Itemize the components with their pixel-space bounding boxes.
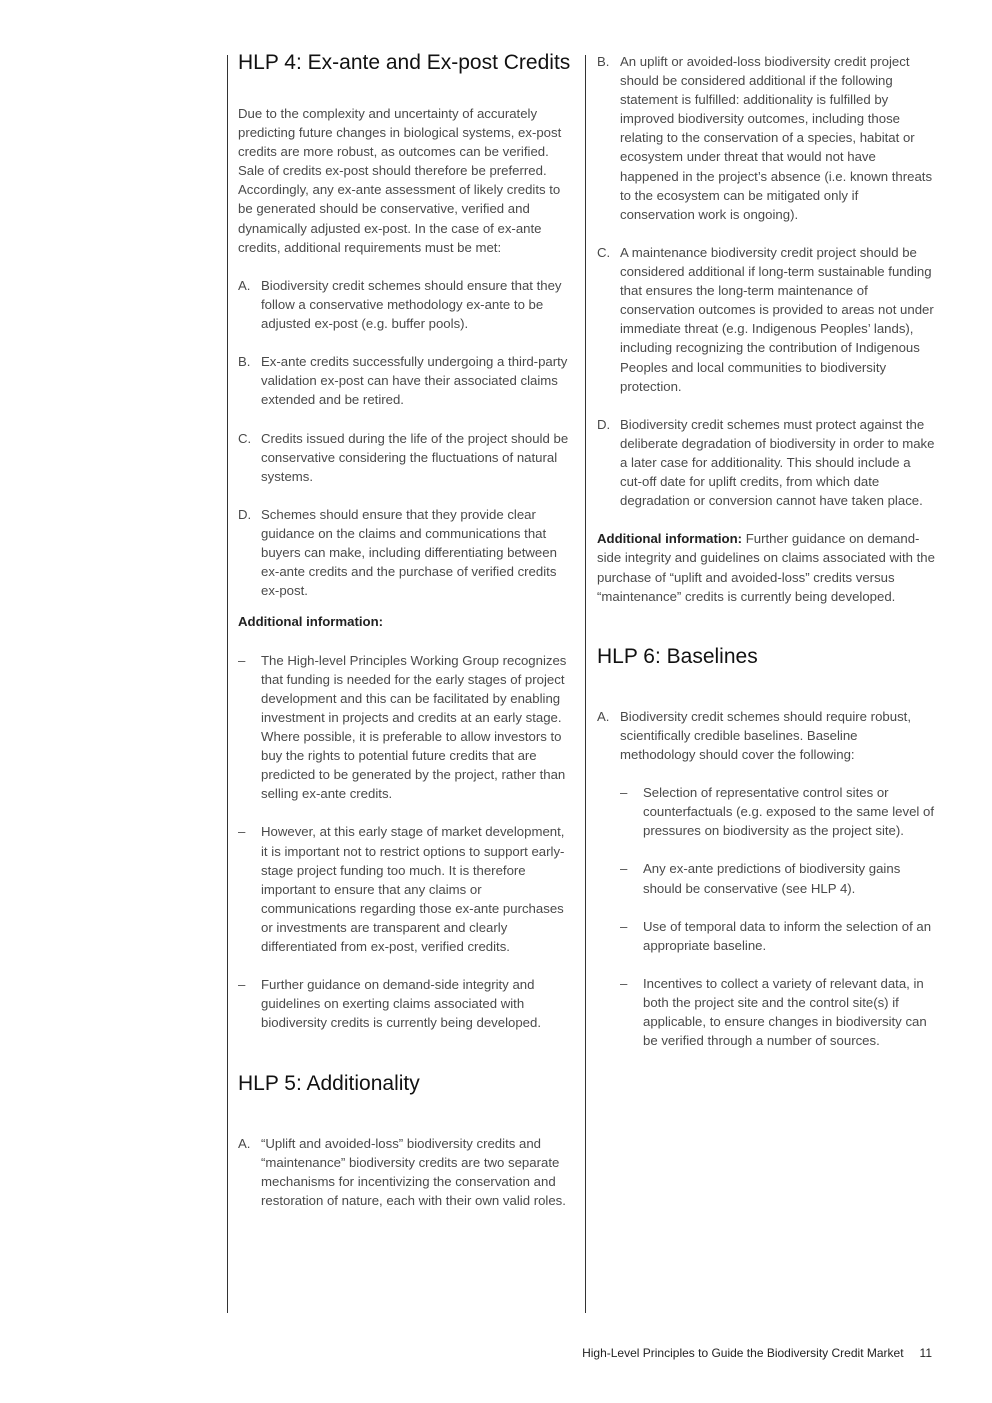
list-item — [238, 505, 572, 600]
list-text: Ex-ante credits successfully undergoing a third-party validation ex-post can have their associated claims extended and be retired. — [261, 354, 568, 408]
list-marker: – — [620, 918, 628, 934]
list-item — [238, 429, 572, 486]
list-marker: B. — [597, 54, 610, 69]
list-text: Credits issued during the life of the project should be conservative considering the fluctuations of natural systems. — [261, 430, 569, 484]
list-item — [620, 859, 935, 897]
list-item — [238, 651, 572, 804]
list-text: Biodiversity credit schemes must protect against the deliberate degradation of biodiversity in order to make a later case for additionality. This should include a cut-off date for uplift credits, from which date degradation or conversion cannot have taken place. — [620, 416, 935, 509]
right-column — [597, 52, 935, 1070]
list-item — [597, 707, 935, 764]
additional-info-list — [238, 651, 572, 1033]
list-marker: – — [620, 861, 628, 877]
list-marker: C. — [238, 430, 252, 446]
baseline-sublist — [620, 783, 935, 1050]
list-item — [238, 975, 572, 1032]
page-footer — [582, 1346, 932, 1360]
list-item — [238, 1134, 572, 1210]
list-marker: – — [238, 652, 246, 668]
hlp5-heading: HLP 5: Additionality — [238, 1071, 420, 1095]
list-text: An uplift or avoided-loss biodiversity credit project should be considered additional if the following statement is fulfilled: additionality is fulfilled by improved biodiversity outcomes, including those relating to the conservation of a species, habitat or ecosystem under threat that would not have happened in the project’s absence (i.e. known threats to the ecosystem can be mitigated only if conservation work is ongoing). — [620, 54, 933, 222]
list-text: Further guidance on demand-side integrity and guidelines on exerting claims associated with biodiversity credits is currently being developed. — [261, 977, 542, 1031]
list-item — [238, 822, 572, 956]
list-text: Biodiversity credit schemes should require robust, scientifically credible baselines. Baseline methodology should cover the following: — [620, 708, 911, 762]
list-marker: – — [620, 976, 628, 992]
list-text: “Uplift and avoided-loss” biodiversity credits and “maintenance” biodiversity credits are two separate mechanisms for incentivizing the conservation and restoration of nature, each with their own valid roles. — [261, 1135, 566, 1208]
list-marker: A. — [238, 1135, 251, 1151]
list-item — [597, 243, 935, 396]
list-text: Biodiversity credit schemes should ensure that they follow a conservative methodology ex-ante to be adjusted ex-post (e.g. buffer pools). — [261, 277, 562, 332]
center-column-rule — [585, 55, 586, 1313]
hlp4-heading: HLP 4: Ex-ante and Ex-post Credits — [238, 51, 571, 74]
list-item — [597, 52, 935, 224]
list-text: Incentives to collect a variety of relevant data, in both the project site and the control site(s) if applicable, to ensure changes in biodiversity can be verified through a number of sources. — [643, 976, 927, 1049]
list-marker: – — [620, 785, 628, 801]
list-marker: – — [238, 824, 246, 840]
list-item — [597, 415, 935, 510]
additional-info-label — [238, 612, 572, 631]
list-text: Schemes should ensure that they provide clear guidance on the claims and communications that buyers can make, including differentiating between ex-ante credits and the purchase of verified credits ex-post. — [261, 506, 557, 599]
left-column-rule — [227, 55, 228, 1313]
list-text: Selection of representative control sites or counterfactuals (e.g. exposed to the same level of pressures on biodiversity as the project site). — [643, 785, 935, 839]
list-text: Any ex-ante predictions of biodiversity gains should be conservative (see HLP 4). — [643, 861, 901, 896]
additional-info-paragraph — [597, 529, 935, 605]
hlp6-heading: HLP 6: Baselines — [597, 644, 758, 668]
list-marker: D. — [597, 416, 611, 432]
list-marker: A. — [238, 277, 251, 293]
list-marker: – — [238, 977, 246, 993]
list-item — [620, 917, 935, 955]
list-marker: D. — [238, 506, 252, 522]
additional-info-bold: Additional information: — [597, 531, 743, 547]
hlp4-intro: Due to the complexity and uncertainty of accurately predicting future changes in biological systems, ex-post credits are more robust, as outcomes can be verified. Sale of credits ex-post should therefore be preferred. Accordingly, any ex-ante assessment of likely credits to be generated should be conservative, verified and dynamically adjusted ex-post. In the case of ex-ante credits, additional requirements must be met: — [238, 106, 562, 255]
list-text: Use of temporal data to inform the selection of an appropriate baseline. — [643, 918, 932, 953]
hlp4-list — [238, 276, 572, 601]
footer-title: High-Level Principles to Guide the Biodiversity Credit Market — [582, 1346, 904, 1360]
list-item — [620, 783, 935, 840]
list-text: The High-level Principles Working Group recognizes that funding is needed for the early stages of project development and this can be facilitated by enabling investment in projects and credits at an early stage. Where possible, it is preferable to allow investors to buy the rights to potential future credits that are predicted to be generated by the project, rather than selling ex-ante credits. — [261, 652, 567, 802]
list-marker: A. — [597, 708, 610, 724]
list-item — [238, 276, 572, 333]
left-column — [238, 50, 572, 1229]
list-item — [238, 352, 572, 409]
additional-info-bold: Additional information: — [238, 614, 384, 630]
list-marker: B. — [238, 354, 251, 370]
list-text: However, at this early stage of market development, it is important not to restrict options to support early-stage project funding too much. It is therefore important to ensure that any claims or communications regarding those ex-ante purchases or investments are transparent and clearly differentiated from ex-post, verified credits. — [261, 824, 565, 955]
list-item — [620, 974, 935, 1050]
list-marker: C. — [597, 244, 611, 260]
additional-info-text: Further guidance on demand-side integrity and guidelines on claims associated with the purchase of “uplift and avoided-loss” credits versus “maintenance” credits is currently being developed. — [597, 531, 935, 604]
list-text: A maintenance biodiversity credit project should be considered additional if long-term sustainable funding that ensures the long-term maintenance of conservation outcomes is provided to areas not under immediate threat (e.g. Indigenous Peoples’ lands), including recognizing the contribution of Indigenous Peoples and local communities to biodiversity protection. — [620, 244, 934, 394]
page-number: 11 — [919, 1346, 932, 1360]
